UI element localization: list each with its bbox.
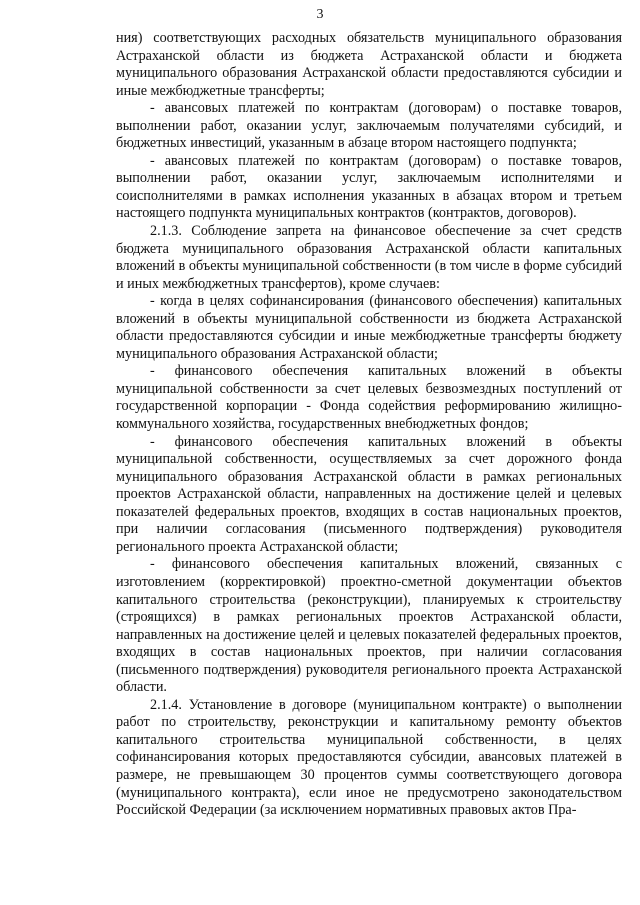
paragraph: - авансовых платежей по контрактам (договорам) о поставке товаров, выполнении работ, оказании услуг, заключаемым получателями субсидий, и бюджетных инвестиций, указанным в абзаце втором настоящего подпункта; — [116, 100, 622, 152]
paragraph: - финансового обеспечения капитальных вложений в объекты муниципальной собственности за счет целевых безвозмездных поступлений от государственной корпорации - Фонда содействия реформированию жилищно-коммунального хозяйства, государственных внебюджетных фондов; — [116, 363, 622, 433]
paragraph: - финансового обеспечения капитальных вложений в объекты муниципальной собственности, осуществляемых за счет дорожного фонда муниципального образования Астраханской области в рамках региональных проектов Астраханской области, направленных на достижение целей и целевых показателей федеральных проектов, входящих в состав национальных проектов, при наличии согласования (письменного подтверждения) руководителя регионального проекта Астраханской области; — [116, 433, 622, 555]
paragraph: - авансовых платежей по контрактам (договорам) о поставке товаров, выполнении работ, оказании услуг, заключаемым исполнителями и соисполнителями в рамках исполнения указанных в абзацах втором и третьем настоящего подпункта муниципальных контрактов (контрактов, договоров). — [116, 152, 622, 222]
paragraph: 2.1.4. Установление в договоре (муниципальном контракте) о выполнении работ по строительству, реконструкции и капитальному ремонту объектов капитального строительства муниципальной собственности, в целях софинансирования которых предоставляются субсидии, авансовых платежей в размере, не превышающем 30 процентов суммы соответствующего договора (муниципального контракта), если иное не предусмотрено законодательством Российской Федерации (за исключением нормативных правовых актов Пра- — [116, 696, 622, 819]
paragraph: ния) соответствующих расходных обязательств муниципального образования Астраханской области из бюджета Астраханской области и бюджета муниципального образования Астраханской области предоставляются субсидии и иные межбюджетные трансферты; — [116, 30, 622, 99]
document-body — [116, 30, 622, 820]
page-number: 3 — [316, 7, 324, 22]
paragraph: - когда в целях софинансирования (финансового обеспечения) капитальных вложений в объекты муниципальной собственности из бюджета Астраханской области предоставляются субсидии и иные межбюджетные трансферты бюджету муниципального образования Астраханской области; — [116, 293, 622, 362]
paragraph: - финансового обеспечения капитальных вложений, связанных с изготовлением (корректировкой) проектно-сметной документации объектов капитального строительства (реконструкции), планируемых к строительству (строящихся) в рамках региональных проектов Астраханской области, направленных на достижение целей и целевых показателей федеральных проектов, входящих в состав национальных проектов, при наличии согласования (письменного подтверждения) руководителя регионального проекта Астраханской области. — [116, 556, 622, 696]
paragraph: 2.1.3. Соблюдение запрета на финансовое обеспечение за счет средств бюджета муниципального образования Астраханской области капитальных вложений в объекты муниципальной собственности (в том числе в форме субсидий и иных межбюджетных трансфертов), кроме случаев: — [116, 223, 622, 292]
